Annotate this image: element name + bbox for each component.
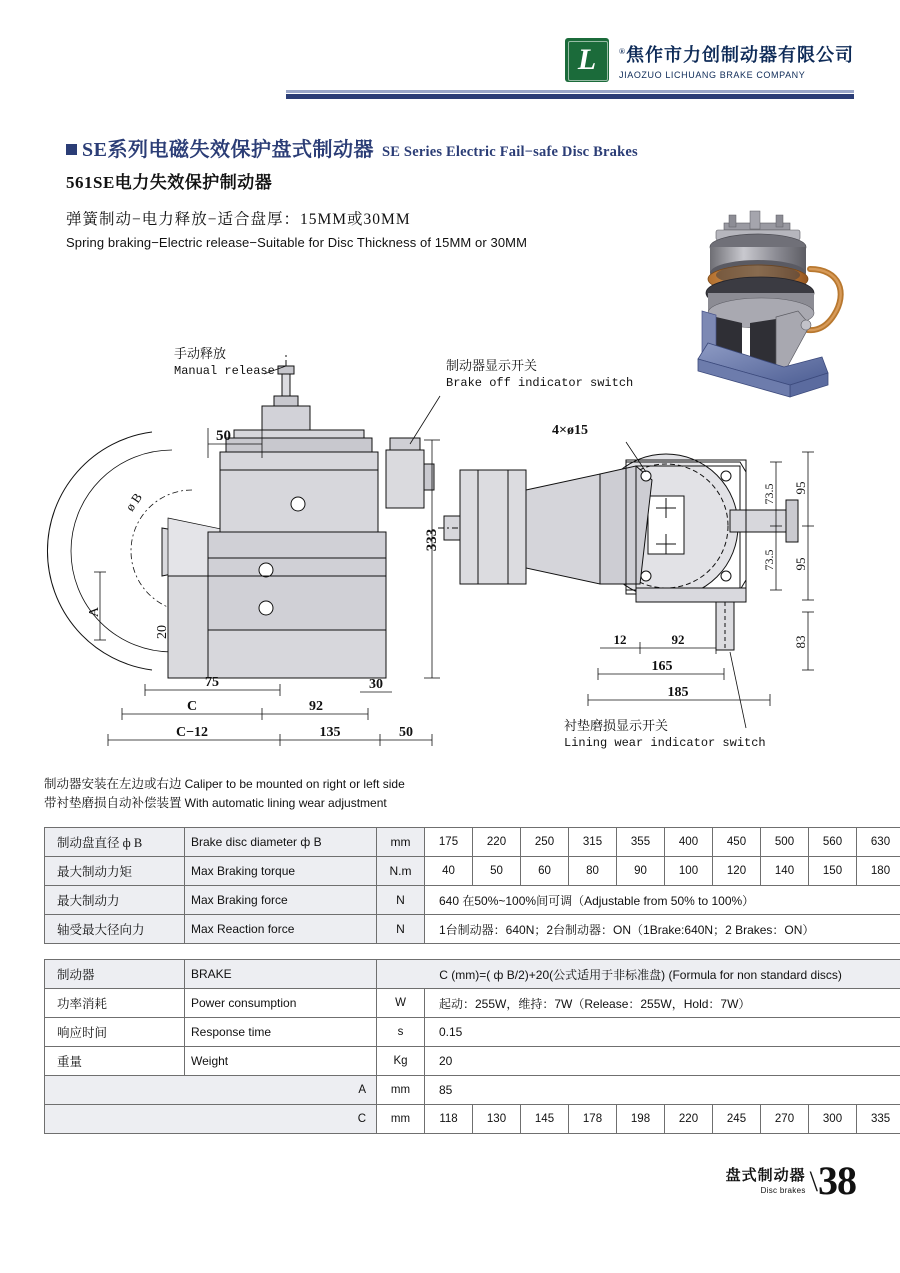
row-label-cn: 轴受最大径向力 — [45, 915, 185, 944]
header-rule-light — [286, 90, 854, 93]
note-row — [44, 775, 405, 794]
row-label-en: A — [185, 1076, 377, 1105]
row-unit: N — [377, 886, 425, 915]
footer-section-en: Disc brakes — [760, 1186, 806, 1195]
table-row — [45, 960, 900, 989]
row-label-en: C — [185, 1105, 377, 1134]
cell-merged: 1台制动器：640N；2台制动器：ON（1Brake:640N；2 Brakes：ON） — [425, 915, 900, 944]
row-unit: W — [377, 989, 425, 1018]
note-cn: 带衬垫磨损自动补偿装置 — [44, 796, 182, 810]
row-unit: mm — [377, 1076, 425, 1105]
row-label-cn — [45, 1105, 185, 1134]
spec-table-secondary — [44, 959, 900, 1134]
cell: 300 — [809, 1105, 857, 1134]
cell: 120 — [713, 857, 761, 886]
svg-text:Manual release: Manual release — [174, 364, 275, 378]
svg-text:75: 75 — [205, 675, 219, 690]
svg-text:C−12: C−12 — [175, 725, 209, 740]
svg-text:A: A — [87, 606, 102, 618]
cell: 40 — [425, 857, 473, 886]
cell-merged: 0.15 — [425, 1018, 900, 1047]
svg-text:95: 95 — [793, 481, 808, 495]
row-label-en: Weight — [185, 1047, 377, 1076]
svg-text:185: 185 — [667, 685, 689, 700]
svg-text:92: 92 — [671, 632, 685, 647]
cell: 90 — [617, 857, 665, 886]
row-unit: s — [377, 1018, 425, 1047]
cell: 175 — [425, 828, 473, 857]
cell: 150 — [809, 857, 857, 886]
svg-text:135: 135 — [319, 725, 341, 740]
note-en: With automatic lining wear adjustment — [184, 796, 387, 810]
page-header — [0, 0, 900, 110]
cell: 178 — [569, 1105, 617, 1134]
svg-text:73.5: 73.5 — [762, 549, 776, 571]
cell: 250 — [521, 828, 569, 857]
row-label-cn: 重量 — [45, 1047, 185, 1076]
header-rule — [286, 94, 854, 99]
table-row — [45, 989, 900, 1018]
description-cn: 弹簧制动−电力释放−适合盘厚：15MM或30MM — [66, 211, 411, 228]
svg-text:C: C — [186, 699, 198, 714]
row-label-en: Max Braking force — [185, 886, 377, 915]
cell: 180 — [857, 857, 900, 886]
cell: 80 — [569, 857, 617, 886]
row-unit: N.m — [377, 857, 425, 886]
table-row — [45, 1018, 900, 1047]
bullet-square-icon — [66, 144, 77, 155]
table-row — [45, 886, 900, 915]
row-label-cn: 制动盘直径 ф B — [45, 828, 185, 857]
footer-section — [726, 1164, 806, 1199]
cell: 270 — [761, 1105, 809, 1134]
svg-text:4×ø15: 4×ø15 — [552, 423, 588, 438]
row-label-en: Max Reaction force — [185, 915, 377, 944]
row-unit: Kg — [377, 1047, 425, 1076]
svg-text:333: 333 — [424, 528, 440, 552]
cell: 245 — [713, 1105, 761, 1134]
row-label-en: BRAKE — [185, 960, 377, 989]
svg-text:衬垫磨损显示开关: 衬垫磨损显示开关 — [564, 718, 669, 733]
series-title — [66, 133, 638, 162]
cell: 220 — [473, 828, 521, 857]
row-label-en: Response time — [185, 1018, 377, 1047]
cell: 60 — [521, 857, 569, 886]
cell-merged: C (mm)=( ф B/2)+20(公式适用于非标准盘) (Formula for non standard discs) — [377, 960, 900, 989]
cell: 118 — [425, 1105, 473, 1134]
table-row — [45, 1047, 900, 1076]
cell: 100 — [665, 857, 713, 886]
notes-block — [44, 775, 405, 813]
cell: 500 — [761, 828, 809, 857]
technical-drawing — [40, 340, 870, 780]
row-label-en: Brake disc diameter ф B — [185, 828, 377, 857]
footer-section-cn: 盘式制动器 — [725, 1168, 806, 1184]
cell: 315 — [569, 828, 617, 857]
company-name-cn-text: 焦作市力创制动器有限公司 — [626, 44, 854, 65]
row-unit: N — [377, 915, 425, 944]
series-title-en: SE Series Electric Fail−safe Disc Brakes — [381, 144, 638, 160]
svg-text:50: 50 — [399, 725, 413, 740]
cell: 140 — [761, 857, 809, 886]
row-label-cn — [45, 1076, 185, 1105]
company-name-cn — [619, 41, 854, 67]
table-row — [45, 828, 900, 857]
spec-table-main — [44, 827, 900, 944]
cell: 400 — [665, 828, 713, 857]
note-cn: 制动器安装在左边或右边 — [44, 777, 182, 791]
row-label-cn: 响应时间 — [45, 1018, 185, 1047]
svg-text:20: 20 — [155, 625, 170, 639]
svg-text:165: 165 — [651, 659, 673, 674]
table-row — [45, 1076, 900, 1105]
cell: 450 — [713, 828, 761, 857]
logo-mark-icon — [565, 38, 609, 82]
company-name-en: JIAOZUO LICHUANG BRAKE COMPANY — [619, 69, 806, 80]
cell: 335 — [857, 1105, 900, 1134]
cell: 145 — [521, 1105, 569, 1134]
svg-text:50: 50 — [216, 428, 231, 444]
cell-merged: 20 — [425, 1047, 900, 1076]
svg-text:95: 95 — [793, 557, 808, 571]
footer-slash-icon: \ — [809, 1165, 818, 1198]
cell: 50 — [473, 857, 521, 886]
svg-text:92: 92 — [309, 699, 323, 714]
svg-text:Brake off indicator switch: Brake off indicator switch — [446, 376, 634, 390]
row-label-cn: 制动器 — [45, 960, 185, 989]
registered-mark-icon: ® — [619, 46, 626, 56]
cell: 130 — [473, 1105, 521, 1134]
cell: 198 — [617, 1105, 665, 1134]
svg-text:12: 12 — [613, 632, 627, 647]
cell-merged: 85 — [425, 1076, 900, 1105]
company-logo — [565, 38, 854, 82]
row-label-cn: 功率消耗 — [45, 989, 185, 1018]
row-label-en: Power consumption — [185, 989, 377, 1018]
cell: 560 — [809, 828, 857, 857]
note-en: Caliper to be mounted on right or left side — [184, 777, 405, 791]
cell-merged: 起动：255W，维持：7W（Release：255W，Hold：7W） — [425, 989, 900, 1018]
svg-text:ø B: ø B — [122, 490, 146, 514]
svg-text:83: 83 — [793, 635, 808, 649]
table-row — [45, 1105, 900, 1134]
page-number: 38 — [818, 1158, 856, 1203]
callout-manual-release-cn: 手动释放 — [174, 346, 227, 361]
cell: 220 — [665, 1105, 713, 1134]
row-unit: mm — [377, 1105, 425, 1134]
row-unit: mm — [377, 828, 425, 857]
note-row — [44, 794, 405, 813]
svg-text:Lining wear indicator switch: Lining wear indicator switch — [564, 736, 766, 750]
description-en: Spring braking−Electric release−Suitable for Disc Thickness of 15MM or 30MM — [66, 235, 528, 250]
series-title-cn: SE系列电磁失效保护盘式制动器 — [82, 139, 374, 161]
page-footer — [725, 1158, 856, 1203]
logo-letter: L — [577, 43, 597, 76]
logo-text — [619, 41, 854, 80]
svg-text:制动器显示开关: 制动器显示开关 — [446, 358, 538, 373]
svg-text:73.5: 73.5 — [762, 483, 776, 505]
cell: 355 — [617, 828, 665, 857]
cell: 630 — [857, 828, 900, 857]
cell-merged: 640 在50%~100%间可调（Adjustable from 50% to 100%） — [425, 886, 900, 915]
svg-text:30: 30 — [369, 677, 383, 692]
row-label-cn: 最大制动力矩 — [45, 857, 185, 886]
row-label-en: Max Braking torque — [185, 857, 377, 886]
row-label-cn: 最大制动力 — [45, 886, 185, 915]
model-title: 561SE电力失效保护制动器 — [66, 173, 273, 192]
table-row — [45, 857, 900, 886]
table-row — [45, 915, 900, 944]
